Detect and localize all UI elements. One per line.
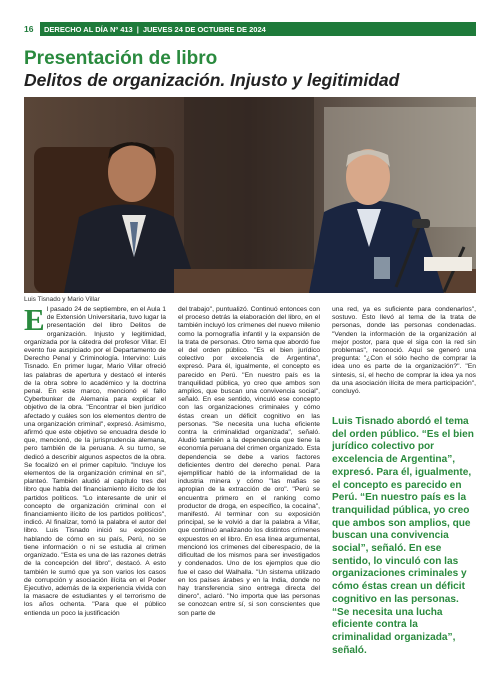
header-separator: |: [136, 24, 139, 34]
section-title: Presentación de libro: [24, 48, 218, 69]
dropcap: E: [24, 302, 45, 337]
header-band: [40, 22, 476, 36]
publication-date: JUEVES 24 DE OCTUBRE DE 2024: [142, 24, 266, 34]
article-column-3: [332, 306, 476, 396]
column-1-text: l pasado 24 de septiembre, en el Aula 1 de Extensión Universitaria, tuvo lugar la presentación del libro Delitos de organización. Injusto y legitimidad, organizada por la cátedra del profesor Villar. El evento fue auspiciado por el Departamento de Derecho Penal y Criminología. Intervino: Luis Tisnado. En primer lugar, Mario Villar ofreció las palabras de apertura y destacó el interés de la obra sobre lo académico y la doctrina penal. En este marco, mencionó el fallo Cyberbunker de Alemania para explicar el objetivo de la obra. "Encontrar el bien jurídico afectado y cuáles son los elementos dentro de una organización criminal", expresó. Asimismo, afirmó que este objetivo se encuadra desde lo que, mencionó, de la jurisprudencia alemana, pero también de la peruana. A su turno, se dedicó a describir algunos aspectos de la obra. Se focalizó en el primer capítulo. "Incluye los elementos de la organización criminal en sí", planteó. También aludió al capítulo tres del libro que habla del financiamiento ilícito de los partidos políticos. "Lo interesante de unir el concepto de organización criminal con el financiamiento ilícito de los partidos políticos", indicó. Al finalizar, tomó la palabra el autor del libro. Luis Tisnado inició su exposición hablando de cómo en su país, Perú, no se tiene información o ni se estudia al crimen organizado. "Esta es una de las razones detrás de la concepción del libro", destacó. A esto también le sumó que ya son varios los casos de corrupción y asociación ilícita en el Poder Ejecutivo, además de la experiencia vivida con la masacre de estudiantes y el terrorismo de los años ochenta. "Para que el público entienda un poco la justificación: [24, 306, 166, 617]
column-3-text: una red, ya es suficiente para condenarlos", sostuvo. Esto llevó al tema de la trata de personas, donde las personas condenadas. "Venden la información de la organización al mejor postor, para que el siga con la red sin problemas", reconoció. Aquí se generó una pregunta: "¿Con el sólo hecho de comprar la idea uno es parte de la organización?". "En síntesis, sí, el hecho de comprar la idea ya nos da una asociación ilícita de mera participación", concluyó.: [332, 306, 476, 396]
article-column-2: [178, 306, 320, 618]
article-photo: [24, 97, 476, 293]
headline: Delitos de organización. Injusto y legitimidad: [24, 70, 400, 90]
article-column-1: [24, 302, 166, 618]
publication-name: DERECHO AL DÍA Nº 413: [44, 24, 133, 34]
page-number: 16: [24, 22, 40, 36]
photo-illustration: [24, 97, 476, 293]
photo-caption: Luis Tisnado y Mario Villar: [24, 296, 100, 303]
column-2-text: del trabajo", puntualizó. Continuó entonces con el proceso detrás la elaboración del libro, en el también incluyó los crímenes del nuevo milenio como la pornografía infantil y la expansión de la trata de personas. Otro tema que abordó fue el del orden público. "Es el bien jurídico colectivo por excelencia de Argentina", expresó. Para él, igualmente, el concepto es parecido en Perú. "En nuestro país es la tranquilidad pública, yo creo que ambos son amplios, que buscan una convivencia social", señaló. En ese sentido, vinculó ese concepto con las organizaciones criminales y cómo éstas crean un déficit cognitivo en las personas. "Se necesita una lucha eficiente contra la criminalidad organizada", señaló. Aludió también a la dependencia que tiene la economía peruana del crimen organizado. Esta dependencia se debe a varios factores deficientes dentro del derecho penal. Para ejemplificar habló de la informalidad de la industria minera y cómo "las mafias se apropian de la extracción de oro". "Perú se encuentra primero en el ranking como productor de droga, en específico, la cocaína", manifestó. Al terminar con su exposición principal, se le volvió a dar la palabra a Villar, que continuó analizando los distintos crímenes expuestos en el libro. En esa línea argumental, mencionó los crímenes del ciberespacio, de la dificultad de los mismos para ser investigados y condenados. Uno de los ejemplos que dio fue el caso del Walhalla. "Un sistema utilizado en los países árabes y en la India, donde no hay transferencia sino entrega directa del dinero", aclaró. "No importa que las personas se conozcan entre sí, si son conscientes que son parte de: [178, 306, 320, 617]
pull-quote: Luis Tisnado abordó el tema del orden público. “Es el bien jurídico colectivo por excelencia de Argentina”, expresó. Para él, igualmente, el concepto es parecido en Perú. “En nuestro país es la tranquilidad pública, yo creo que ambos son amplios, que buscan una convivencia social”, señaló. En ese sentido, lo vinculó con las organizaciones criminales y cómo éstas crean un déficit cognitivo en las personas. “Se necesita una lucha eficiente contra la criminalidad organizada”, señaló.: [332, 416, 474, 656]
page-header: [24, 22, 476, 36]
